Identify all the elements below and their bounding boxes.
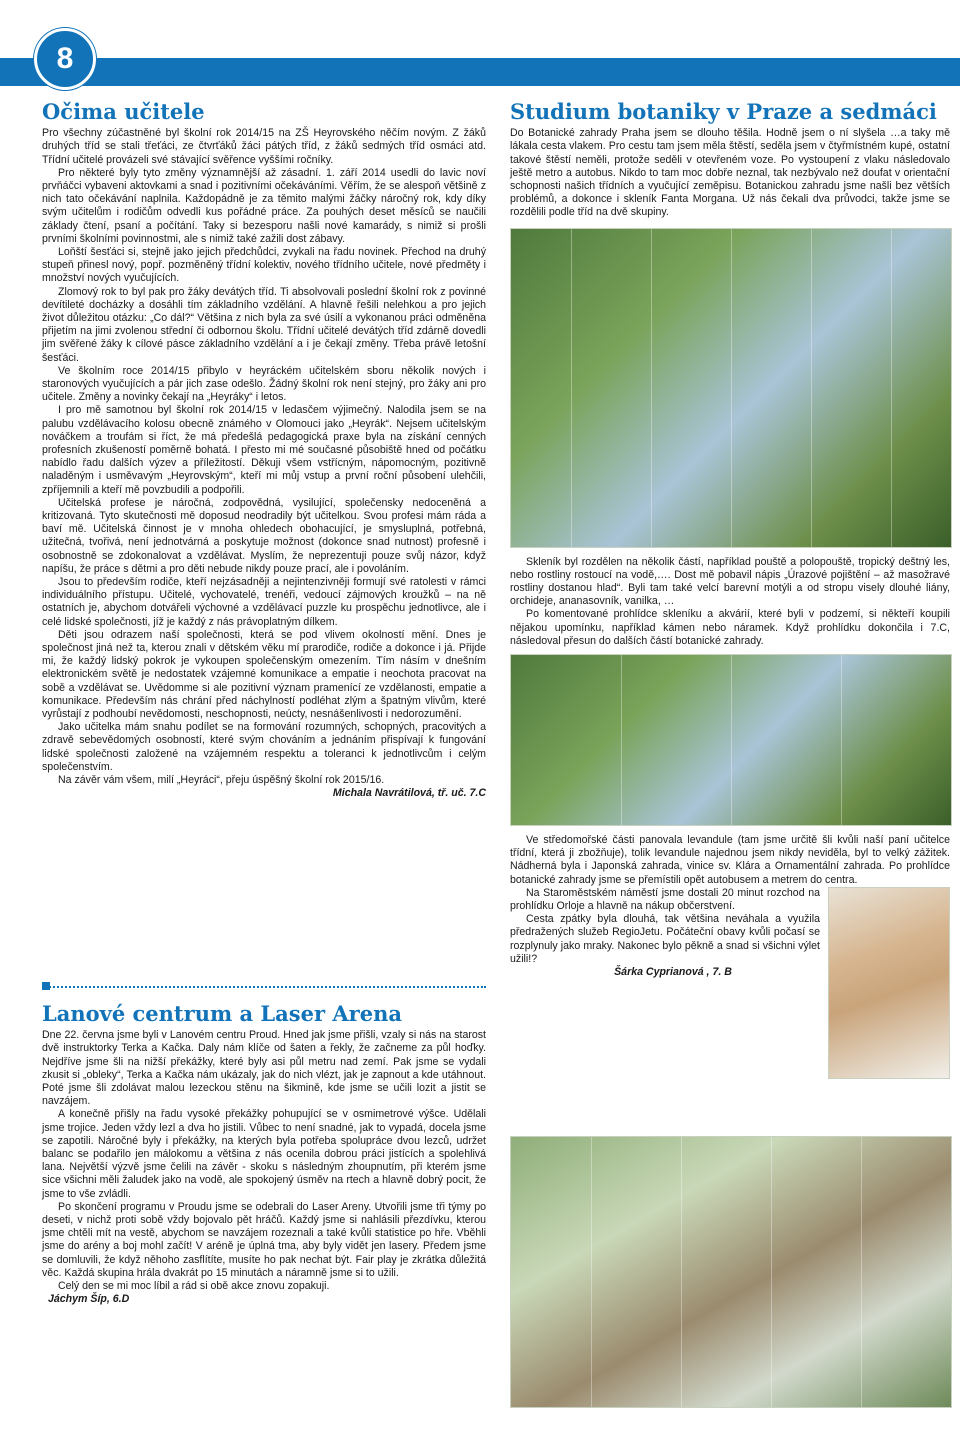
- article-signature: Michala Navrátilová, tř. uč. 7.C: [332, 787, 486, 800]
- section-divider: [42, 986, 486, 988]
- header-bar: [0, 58, 960, 86]
- paragraph: Jako učitelka mám snahu podílet se na formování rozumných, schopných, pracovitých a zdravě sebevědomých osobností, které svým chováním a jednáním přispívají k fungování lidské společnosti založené na vzájemném respektu a toleranci k jednotlivcům i celým společenstvím.: [42, 721, 486, 773]
- photo-student-portrait: [828, 887, 950, 1079]
- paragraph: Na Staroměstském náměstí jsme dostali 20 minut rozchod na prohlídku Orloje a hlavně na nákup občerstvení.: [510, 886, 820, 912]
- paragraph: Celý den se mi moc líbil a rád si obě akce znovu zopakuji.: [58, 1279, 330, 1292]
- paragraph: Skleník byl rozdělen na několik částí, například pouště a polopouště, tropický deštný les, nebo rostliny rostoucí na vodě,…. Dost mě pobavil nápis „Úrazové pojištění – až masožravé rostliny dostanou hlad“. Byli tam také velcí barevní motýli a od stropu visely dlouhé liány, orchideje, ananasovník, vanilka, …: [510, 555, 950, 608]
- article-title-ocima-ucitele: Očima učitele: [42, 99, 205, 124]
- paragraph: Ve středomořské části panovala levandule (tam jsme určitě šli kvůli naší paní učitelce třídní, která ji zbožňuje), tolik levandule najednou jsem nikdy neviděla, byl to velký zážitek. Nádherná byla i Japonská zahrada, vinice sv. Klára a Ornamentální zahrada. Po prohlídce botanické zahrady jsme se přemístili opět autobusem a metrem do centra.: [510, 833, 950, 886]
- article-body: [510, 834, 950, 1083]
- paragraph: Dne 22. června jsme byli v Lanovém centru Proud. Hned jak jsme přišli, vzaly si nás na starost dvě instruktorky Terka a Kačka. Daly nám klíče od šaten a řekly, že začneme za půl hoďky. Nejdříve jsme šli na nižší překážky, které byly asi půl metru nad zemí. Pak jsme se vydali zkusit si „obleky“, Terka a Kačka nám ukázaly, jak do nich vlézt, jak je zapnout a kde utáhnout. Poté jsme šli zdolávat malou lezeckou stěnu na šikmině, kde jsme se učili lozit a jistit se navzájem.: [42, 1029, 486, 1108]
- paragraph: Ve školním roce 2014/15 přibylo v heyráckém učitelském sboru několik nových i staronových vyučujících a pár jich zase odešlo. Žádný školní rok není stejný, pro žáky ani pro učitele. Změny a novinky čekají na „Heyráky“ i letos.: [42, 364, 486, 404]
- paragraph: Po skončení programu v Proudu jsme se odebrali do Laser Areny. Utvořili jsme tři týmy po deseti, v nichž proti sobě vždy bojovalo pět hráčů. Každý jsme si nahlásili přezdívku, kterou jsme chtěli mít na vestě, abychom se navzájem rozeznali a také kvůli statistice po hře. Vběhli jsme do arény a boj mohl začít! V aréně je úplná tma, aby byly vidět jen lasery. Předem jsme se domluvili, že když něhoho zasflítíte, musíte ho pak nechat být. Fair play je zkrátka důležitá věc. Každá skupina hrála dvakrát po 15 minutách a náramně jsme si to užili.: [42, 1200, 486, 1279]
- article-signature: Šárka Cyprianová , 7. B: [614, 965, 732, 978]
- paragraph: Jsou to především rodiče, kteří nejzásadněji a nejintenzivněji formují své ratolesti v rámci individuálního přístupu. Učitelé, vychovatelé, trenéři, vedoucí zájmových kroužků – na ně ostatních je, abychom dotvářeli výchovné a vzdělávací puzzle ku prospěchu jednotlivce, ale i celé lidské společnosti, jíž je každý z nás právoplatným dílkem.: [42, 576, 486, 628]
- lanove-article: [42, 1002, 486, 1305]
- paragraph: I pro mě samotnou byl školní rok 2014/15 v ledasčem výjimečný. Nalodila jsem se na palubu vzdělávacího kolosu obecně známého v Olomouci jako „Heyrák“. Nejsem učitelským nováčkem a troufám si říct, že má předešlá pedagogická praxe byla na získání cenných profesních zkušeností poměrně bohatá. I přesto mi mé současné působiště hned od počátku nabídlo řadu dalších výzev a příležitostí. Děkuji všem vstřícným, nápomocným, pozitivně naladěným i usměvavým „Heyrovským“, kteří mi můj vstup a první roční působení ulehčili, zpříjemnili a kteří mě povzbudili a podpořili.: [42, 404, 486, 496]
- article-body: [510, 556, 950, 648]
- photo-students-bridge: [510, 1136, 952, 1408]
- paragraph: Cesta zpátky byla dlouhá, tak většina neváhala a využila předražených služeb RegioJetu. Počáteční obavy kvůli počasí se rozplynuly jako mraky. Nakonec bylo pěkně a snad si všichni výlet užili!?: [510, 913, 820, 965]
- paragraph: Na závěr vám všem, milí „Heyráci“, přeju úspěšný školní rok 2015/16.: [58, 774, 385, 787]
- article-body: [42, 127, 486, 787]
- paragraph: Loňští šesťáci si, stejně jako jejich předchůdci, zvykali na řadu novinek. Přechod na druhý stupeň přinesl nový, popř. pozměněný třídní kolektiv, nového třídního učitele, nové předměty i množství nových vyučujících.: [42, 245, 486, 285]
- article-signature: Jáchym Šíp, 6.D: [48, 1293, 130, 1306]
- article-body: [510, 127, 950, 219]
- paragraph: A konečně přišly na řadu vysoké překážky pohupující se v osmimetrové výšce. Udělali jsme trojice. Jeden vždy lezl a dva ho jistili. Vůbec to není snadné, jak to vypadá, docela jsme se zapotili. Náročné byly i překážky, na kterých byla potřeba spolupráce dvou lezců, udržet balanc se podařilo jen málokomu a většina z nás ocenila dobrou práci jistících a spolehlivá lana. Největší výzvě jsme čelili na závěr - skoku s následným zhoupnutím, při kterém jsme sice všichni měli žaludek jako na vodě, ale spokojený úsměv na rtech a hlavně dobrý pocit, že jsme to vše zvládli.: [42, 1108, 486, 1200]
- paragraph: Zlomový rok to byl pak pro žáky devátých tříd. Ti absolvovali poslední školní rok z povinné devítileté docházky a dosáhli tím základního vzdělání. A hlavně řešili nelehkou a pro jejich život důležitou otázku: „Co dál?“ Většina z nich byla za své úsilí a vykonanou práci odměněna přijetím na jimi zvolenou střední či odbornou školu. Třídní učitelé devátých tříd zdárně dovedli jim svěřené žáky k cílové pásce základního vzdělání a i je čekají změny. Třeba právě letošní šesťáci.: [42, 285, 486, 364]
- article-body: [42, 1029, 486, 1293]
- page-number-badge: 8: [34, 28, 96, 90]
- paragraph: Do Botanické zahrady Praha jsem se dlouho těšila. Hodně jsem o ní slyšela …a taky mě lákala cesta vlakem. Pro cestu tam jsem měla štěstí, seděla jsem v čtyřmístném kupé, ostatní takové štěstí neměli, protože seděli v otevřeném voze. Po vystoupení z vlaku následovalo ještě metro a autobus. Nikdo to tam moc dobře neznal, tak nezbývalo než doufat v orientační schopnosti našich třídních a vyučující zeměpisu. Botanickou zahradu jsme našli bez větších problémů, a dokonce i skleník Fanta Morgana. Už nás čekali dva průvodci, takže jsme se rozdělili podle tříd na dvě skupiny.: [510, 127, 950, 219]
- paragraph: Učitelská profese je náročná, zodpovědná, vysilující, společensky nedoceněná a kritizovaná. Tyto skutečnosti mě doposud neodradily být učitelkou. Svou profesi mám ráda a baví mě. Učitelská činnost je v mnoha ohledech obohacující, je smysluplná, potřebná, užitečná, tvořivá, není jednotvárná a poskytuje možnost (dokonce snad nutnost) profesně i osobnostně se zdokonalovat a vzdělávat. Myslím, že neprezentuji pouze svůj názor, když napíšu, že práce s dětmi a pro děti nebude nikdy pouze prací, ale i povoláním.: [42, 496, 486, 575]
- paragraph: Pro všechny zúčastněné byl školní rok 2014/15 na ZŠ Heyrovského něčím novým. Z žáků druhých tříd se stali třeťáci, ze čtvrťáků žáci pátých tříd, z žáků sedmých tříd osmáci atd. Třídní učitelé provázeli své stávající svěřence vyššími ročníky.: [42, 127, 486, 166]
- article-title-lanove-centrum: Lanové centrum a Laser Arena: [42, 1001, 402, 1026]
- photo-greenhouse-walkway: [510, 228, 952, 548]
- paragraph: Děti jsou odrazem naší společnosti, která se pod vlivem okolností mění. Dnes je společnost jiná než ta, kterou znali v dětském věku mí prarodiče, rodiče a dokonce i já. Přijde mi, že každý lidský pokrok je vykoupen společenským omezením. Tím násím v dnešním elektronickém světě je nedostatek vzájemné komunikace a empatie i neochota pracovat na sobě a vzdělávat se. Uvědomme si ale pozitivní význam pramenící ze vzdělanosti, empatie a komunikace. Především nás chrání před náchylností podléhat zlým a špatným vlivům, které vyrůstají z podhoubí nevědomosti, neschopnosti, neúcty, nesnášenlivosti i nedorozumění.: [42, 628, 486, 721]
- left-article: [42, 100, 486, 799]
- paragraph: Po komentované prohlídce skleníku a akvárií, které byli v podzemí, si někteří koupili nějakou upomínku, například kámen nebo náramek. Když prohlídku dokončila i 7.C, následoval přesun do dalších částí botanické zahrady.: [510, 608, 950, 647]
- photo-students-greenhouse: [510, 654, 952, 826]
- article-title-botanika: Studium botaniky v Praze a sedmáci: [510, 99, 937, 124]
- right-article: [510, 100, 950, 1083]
- paragraph: Pro některé byly tyto změny významnější až zásadní. 1. září 2014 usedli do lavic noví prvňáčci vybaveni aktovkami a snad i pozitivními očekáváními. Věřím, že se alespoň většině z nich tato očekávání naplnila. Každopádně je za těmito malými žáčky náročný rok, kdy díky svým učitelům i rodičům odvedli kus pořádné práce. Za pouhých deset měsíců se naučili základy čtení, psaní a počítání. Taky si bezesporu našli nové kamarády, s nimiž si prošli prvními školními povinnostmi, ale s nimiž také zažili dost zábavy.: [42, 166, 486, 245]
